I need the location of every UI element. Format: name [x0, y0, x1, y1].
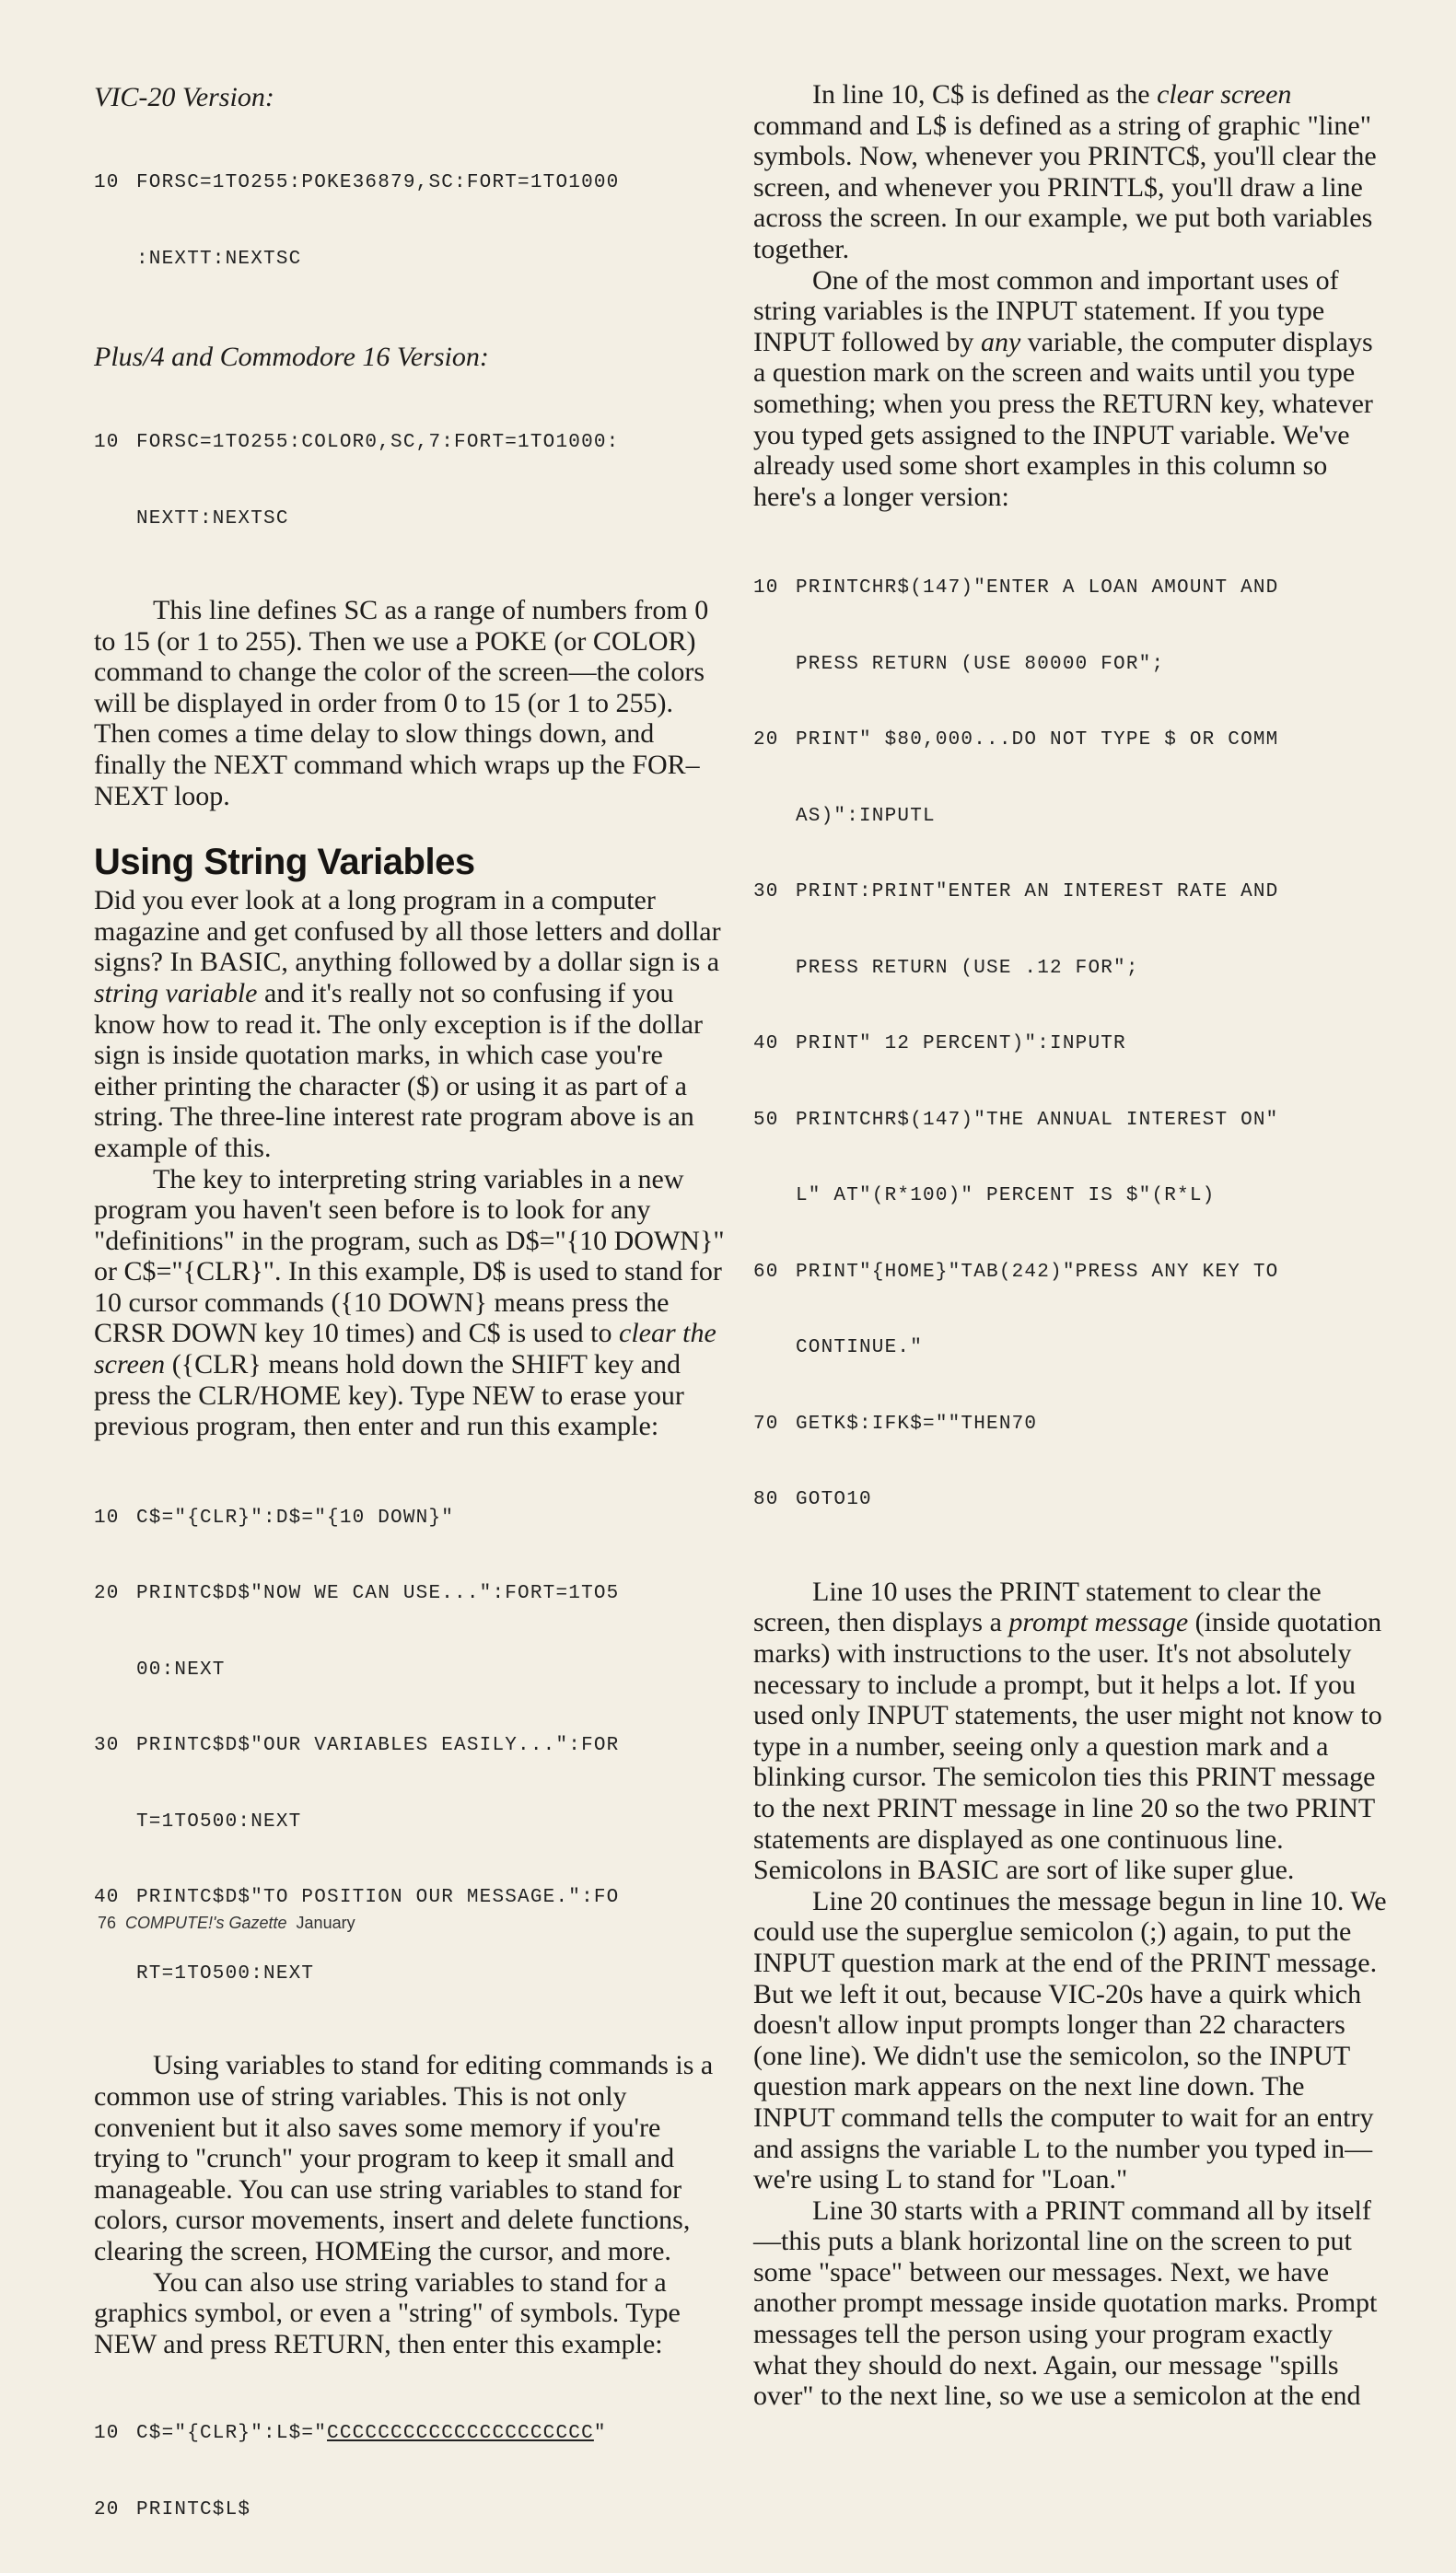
- paragraph: This line defines SC as a range of numbers from 0 to 15 (or 1 to 255). Then we use a POKE (or COLOR) command to change the color of the screen—the colors will be displayed in order from 0 to 15 (or 1 to 255). Then comes a time delay to slow things down, and finally the NEXT command which wraps up the FOR–NEXT loop.: [94, 595, 709, 811]
- plus4-code-listing: [94, 379, 728, 582]
- code-line: 80 GOTO10: [753, 1489, 872, 1511]
- vic20-version-label: VIC-20 Version:: [94, 82, 274, 112]
- code-line: 40 PRINT" 12 PERCENT)":INPUTR: [753, 1033, 1126, 1055]
- code-text: FORSC=1TO255:COLOR0,SC,7:FORT=1TO1000:: [136, 432, 620, 453]
- code-line: [94, 170, 728, 196]
- loan-interest-code-listing: [753, 525, 1387, 1564]
- code-line: 70 GETK$:IFK$=""THEN70: [753, 1413, 1038, 1435]
- code-continuation: L" AT"(R*100)" PERCENT IS $"(R*L): [796, 1185, 1216, 1207]
- code-line: 10 C$="{CLR}":L$="CCCCCCCCCCCCCCCCCCCCC": [94, 2423, 607, 2445]
- code-continuation: RT=1TO500:NEXT: [136, 1962, 315, 1985]
- paragraph: The key to interpreting string variables in a new program you haven't seen before is to look for any "definitions" in the program, such as D$="{10 DOWN}" or C$="{CLR}". In this example, D$ is used to stand for 10 cursor commands ({10 DOWN} means press the CRSR DOWN key 10 times) and C$ is used to clear the screen ({CLR} means hold down the SHIFT key and press the CLR/HOME key). Type NEW to erase your previous program, then enter and run this example:: [94, 1163, 725, 1442]
- paragraph: You can also use string variables to stand for a graphics symbol, or even a "string" of symbols. Type NEW and press RETURN, then enter this example:: [94, 2266, 681, 2359]
- paragraph: In line 10, C$ is defined as the clear screen command and L$ is defined as a string of graphic "line" symbols. Now, whenever you PRINTC$, you'll clear the screen, and whenever you PRINTL$, you'll draw a line across the screen. In our example, we put both variables together.: [753, 79, 1377, 264]
- code-continuation: NEXTT:NEXTSC: [136, 507, 289, 530]
- code-line: 30 PRINTC$D$"OUR VARIABLES EASILY...":FOR: [94, 1735, 620, 1757]
- code-continuation: AS)":INPUTL: [796, 805, 936, 827]
- code-continuation: 00:NEXT: [136, 1659, 226, 1681]
- code-line: 10 C$="{CLR}":D$="{10 DOWN}": [94, 1507, 455, 1529]
- code-line: 20 PRINTC$D$"NOW WE CAN USE...":FORT=1TO5: [94, 1583, 620, 1605]
- plus4-version-label: Plus/4 and Commodore 16 Version:: [94, 342, 489, 372]
- issue-month: January: [296, 1914, 355, 1932]
- paragraph: Line 20 continues the message begun in line 10. We could use the superglue semicolon (;) again, to put the INPUT question mark at the end of the PRINT message. But we left it out, because VIC-20s have a quirk which doesn't allow input prompts longer than 22 characters (one line). We didn't use the semicolon, so the INPUT question mark appears on the next line down. The INPUT command tells the computer to wait for an entry and assigns the variable L to the number you typed in—we're using L to stand for "Loan.": [753, 1885, 1387, 2195]
- vic20-code-listing: [94, 120, 728, 322]
- code-line: 20 PRINTC$L$: [94, 2498, 251, 2521]
- code-line: 60 PRINT"{HOME}"TAB(242)"PRESS ANY KEY TO: [753, 1261, 1279, 1283]
- section-heading: Using String Variables: [94, 842, 475, 883]
- code-line: 40 PRINTC$D$"TO POSITION OUR MESSAGE.":FO: [94, 1887, 620, 1909]
- paragraph: One of the most common and important uses of string variables is the INPUT statement. If you type INPUT followed by any variable, the computer displays a question mark on the screen and waits until you type something; when you press the RETURN key, whatever you typed gets assigned to the INPUT variable. We've already used some short examples in this column so here's a longer version:: [753, 264, 1373, 512]
- code-continuation: PRESS RETURN (USE 80000 FOR";: [796, 653, 1165, 675]
- code-continuation: T=1TO500:NEXT: [136, 1810, 302, 1833]
- line-number: 10: [94, 172, 120, 193]
- graphics-line-code-listing: [94, 2370, 728, 2573]
- code-text: FORSC=1TO255:POKE36879,SC:FORT=1TO1000: [136, 172, 620, 193]
- code-continuation: PRESS RETURN (USE .12 FOR";: [796, 957, 1139, 979]
- right-column: [753, 79, 1387, 2412]
- code-line: 10 PRINTCHR$(147)"ENTER A LOAN AMOUNT AND: [753, 577, 1279, 600]
- code-line: 30 PRINT:PRINT"ENTER AN INTEREST RATE AND: [753, 881, 1279, 903]
- magazine-title: COMPUTE!'s Gazette: [125, 1914, 287, 1932]
- paragraph: Line 30 starts with a PRINT command all by itself—this puts a blank horizontal line on the screen to put some "space" between our messages. Next, we have another prompt message inside quotation marks. Prompt messages tell the person using your program exactly what they should do next. Again, our message "spills over" to the next line, so we use a semicolon at the end: [753, 2195, 1378, 2412]
- code-continuation: :NEXTT:NEXTSC: [136, 248, 302, 270]
- code-continuation: CONTINUE.": [796, 1337, 924, 1359]
- paragraph: Using variables to stand for editing commands is a common use of string variables. This is not only convenient but it also saves some memory if you're trying to "crunch" your program to keep it small and manageable. You can use string variables to stand for colors, cursor movements, insert and delete functions, clearing the screen, HOMEing the cursor, and more.: [94, 2050, 714, 2266]
- page-footer: [98, 1914, 355, 1933]
- paragraph: Line 10 uses the PRINT statement to clear the screen, then displays a prompt message (inside quotation marks) with instructions to the user. It's not absolutely necessary to include a prompt, but it helps a lot. If you used only INPUT statements, the user might not know to type in a number, seeing only a question mark and a blinking cursor. The semicolon ties this PRINT message to the next PRINT message in line 20 so the two PRINT statements are displayed as one continuous line. Semicolons in BASIC are sort of like super glue.: [753, 1576, 1382, 1886]
- code-line: 50 PRINTCHR$(147)"THE ANNUAL INTEREST ON": [753, 1109, 1279, 1131]
- code-line: 20 PRINT" $80,000...DO NOT TYPE $ OR COMM: [753, 729, 1279, 751]
- page-number: 76: [98, 1914, 117, 1932]
- line-number: 10: [94, 432, 120, 453]
- graphic-line-symbols: CCCCCCCCCCCCCCCCCCCCC: [327, 2423, 594, 2445]
- cursor-demo-code-listing: [94, 1455, 728, 2038]
- paragraph: Did you ever look at a long program in a computer magazine and get confused by all those letters and dollar signs? In BASIC, anything followed by a dollar sign is a string variable and it's really not so confusing if you know how to read it. The only exception is if the dollar sign is inside quotation marks, in which case you're either printing the character ($) or using it as part of a string. The three-line interest rate program above is an example of this.: [94, 885, 721, 1163]
- left-column: [94, 79, 728, 2573]
- code-line: [94, 430, 728, 456]
